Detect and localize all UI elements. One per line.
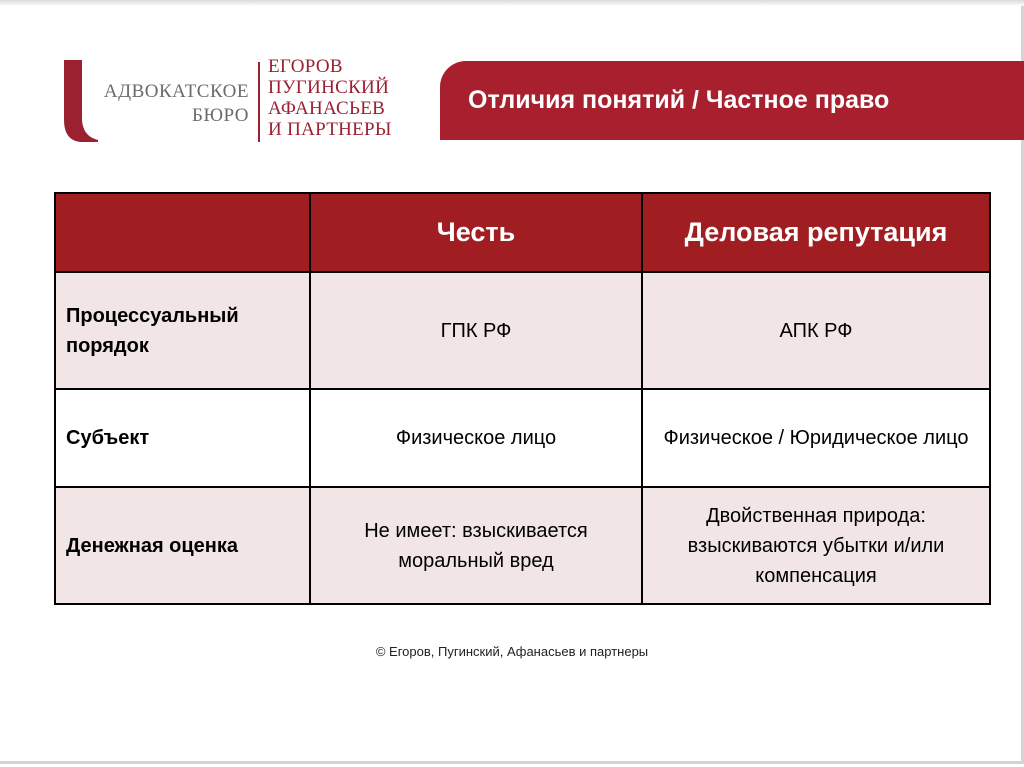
table-row <box>55 389 990 487</box>
title-banner <box>440 61 1024 140</box>
logo-right-text <box>268 56 438 140</box>
row-label: Процессуальный порядок <box>55 272 310 389</box>
row-label: Субъект <box>55 389 310 487</box>
table-header-row <box>55 193 990 272</box>
logo-bracket-icon <box>60 60 100 142</box>
honor-cell: ГПК РФ <box>310 272 642 389</box>
logo-right-line: АФАНАСЬЕВ <box>268 98 386 119</box>
header-cell-honor: Честь <box>310 193 642 272</box>
logo-left-line: АДВОКАТСКОЕ <box>103 81 249 102</box>
header-cell-reputation: Деловая репутация <box>642 193 990 272</box>
reputation-cell: Двойственная природа: взыскиваются убытки и/или компенсация <box>642 487 990 604</box>
header-cell-empty <box>55 193 310 272</box>
honor-cell: Не имеет: взыскивается моральный вред <box>310 487 642 604</box>
logo-right-line: ПУГИНСКИЙ <box>268 77 390 98</box>
logo-left-line: БЮРО <box>192 105 249 126</box>
table-row <box>55 272 990 389</box>
logo-right-line: ЕГОРОВ <box>268 56 343 77</box>
honor-cell: Физическое лицо <box>310 389 642 487</box>
copyright-footer: © Егоров, Пугинский, Афанасьев и партнеры <box>375 644 649 659</box>
reputation-cell: АПК РФ <box>642 272 990 389</box>
logo-right-line: И ПАРТНЕРЫ <box>268 119 392 140</box>
comparison-table <box>54 192 991 605</box>
table-row <box>55 487 990 604</box>
logo-divider <box>258 62 260 142</box>
row-label: Денежная оценка <box>55 487 310 604</box>
reputation-cell: Физическое / Юридическое лицо <box>642 389 990 487</box>
logo-left-text <box>97 80 249 128</box>
page-title: Отличия понятий / Частное право <box>468 86 890 114</box>
